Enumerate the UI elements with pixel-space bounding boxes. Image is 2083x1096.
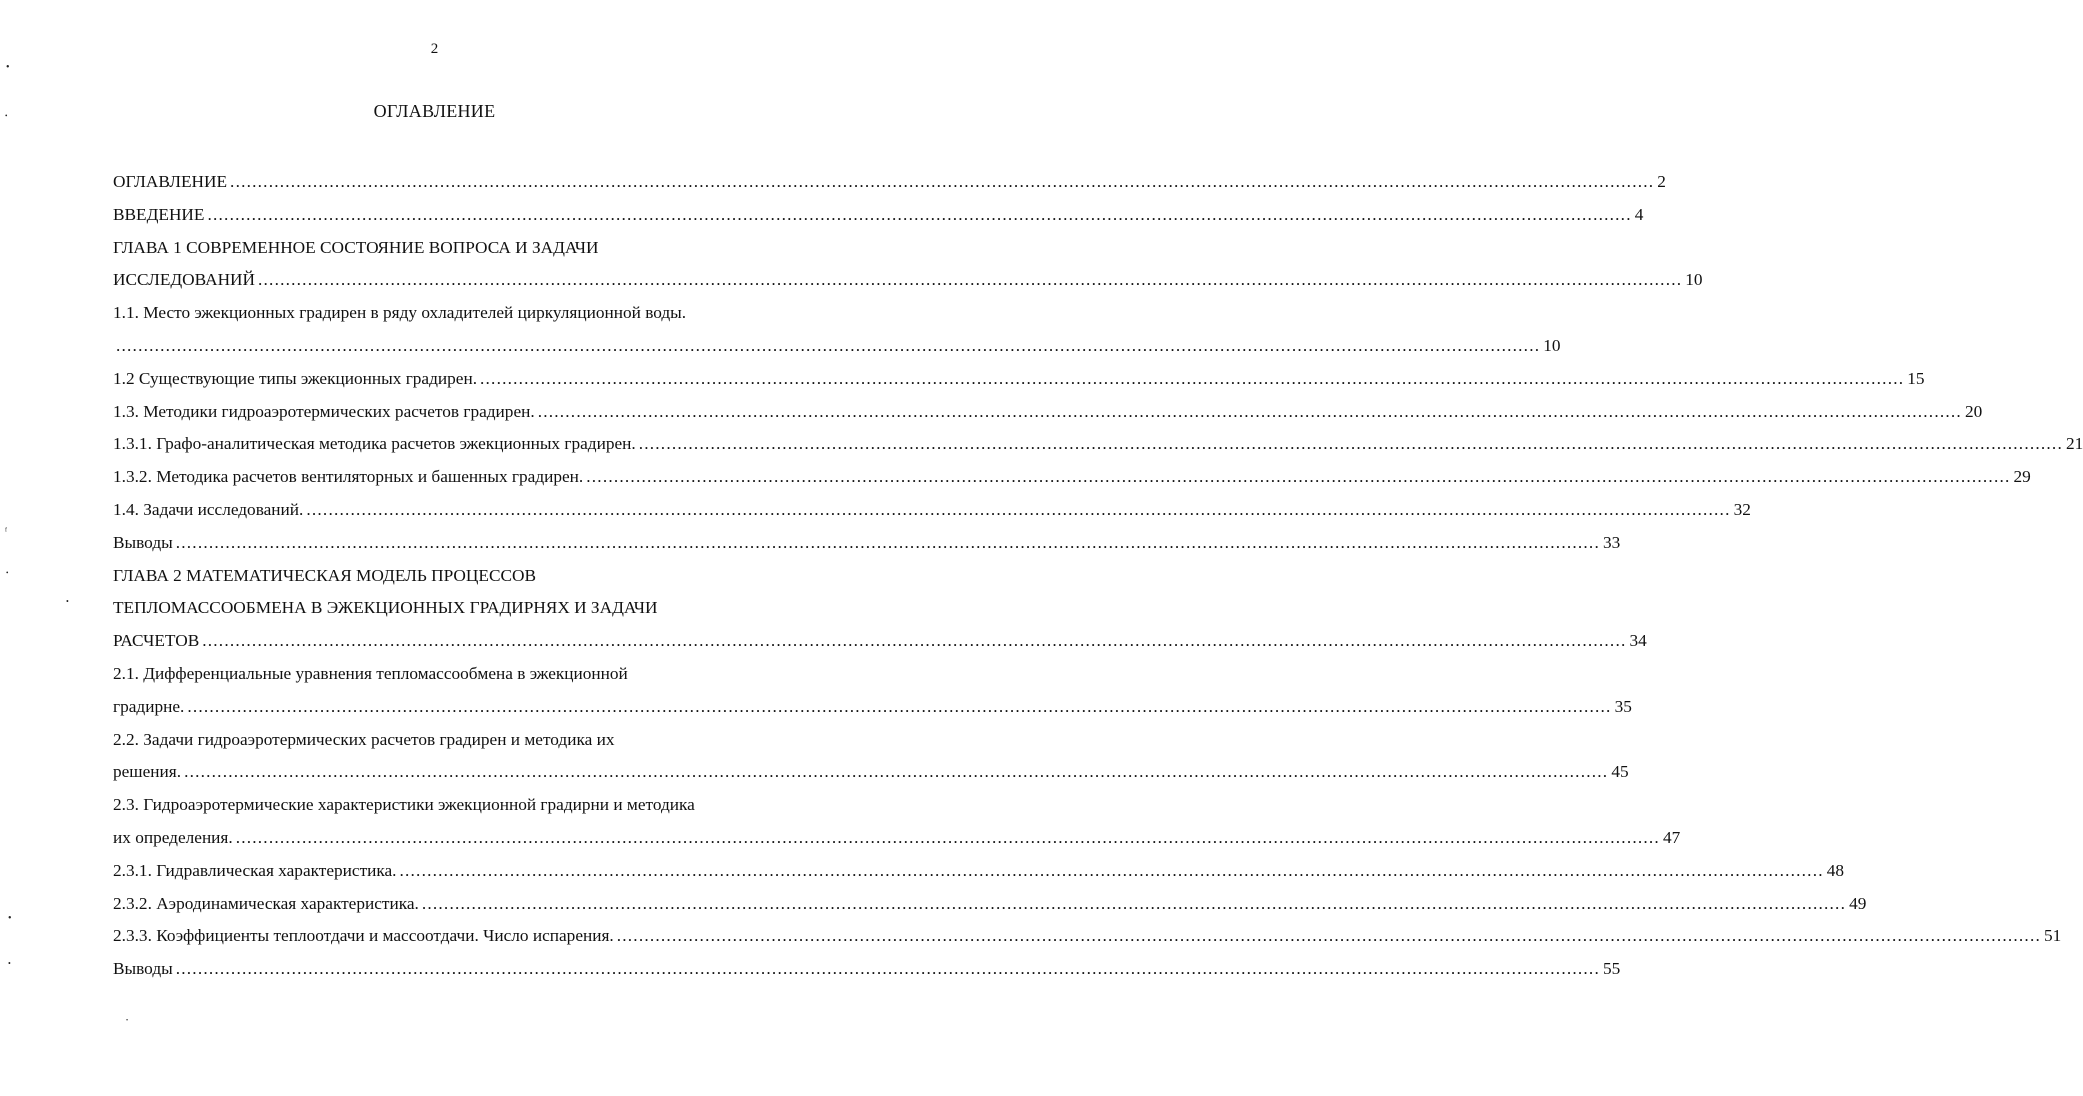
toc-entry-text: ГЛАВА 2 МАТЕМАТИЧЕСКАЯ МОДЕЛЬ ПРОЦЕССОВ [113,565,536,585]
dot-leader [202,625,1626,658]
toc-entry-text: 1.3.1. Графо-аналитическая методика расчетов эжекционных градирен. [113,434,636,454]
toc-entry-text: 2.2. Задачи гидроаэротермических расчетов градирен и методика их [113,729,615,749]
toc-entry [113,920,2062,953]
page-title: ОГЛАВЛЕНИЕ [373,101,496,121]
toc-entry-text: Выводы [113,959,173,979]
toc-entry-page: 48 [1826,860,1845,880]
dot-leader [207,199,1631,232]
toc-entry [113,625,1647,658]
toc-entry-text: 1.3. Методики гидроаэротермических расчетов градирен. [113,401,535,421]
toc-entry [113,953,1621,986]
dot-leader [187,691,1611,724]
toc-entry [113,461,2031,494]
scan-speck: • [5,112,8,120]
toc-entry [113,232,765,265]
toc-entry-text: градирне. [113,696,185,716]
toc-entry [113,297,765,330]
dot-leader [586,461,2010,494]
table-of-contents [113,166,2083,986]
toc-entry-text: ИССЛЕДОВАНИЙ [113,270,256,290]
toc-entry-page: 20 [1964,401,1983,421]
toc-entry-text: 1.3.2. Методика расчетов вентиляторных и башенных градирен. [113,467,584,487]
toc-entry [113,166,1666,199]
toc-entry-page: 29 [2013,467,2031,487]
toc-entry-text: 1.1. Место эжекционных градирен в ряду охладителей циркуляционной воды. [113,303,687,323]
toc-entry [113,494,1751,527]
toc-entry-text: 1.4. Задачи исследований. [113,499,304,519]
toc-entry [113,691,1632,724]
toc-entry [113,756,1629,789]
toc-entry [113,789,765,822]
toc-entry-page: 33 [1602,532,1621,552]
toc-entry-page: 55 [1602,959,1621,979]
toc-entry-page: 2 [1657,172,1666,191]
toc-entry-page: 10 [1685,270,1703,290]
toc-entry-page: 45 [1611,762,1629,782]
dot-leader [538,396,1962,429]
toc-entry [113,724,765,757]
scan-speck: ᶠ [5,526,8,537]
toc-entry-text: 2.3.2. Аэродинамическая характеристика. [113,893,419,913]
toc-entry-text: 2.3.1. Гидравлическая характеристика. [113,860,397,880]
toc-entry-page: 10 [1543,335,1561,355]
toc-entry [113,363,1925,396]
toc-entry [113,428,2083,461]
scan-speck: • [8,959,11,968]
toc-entry-text: ТЕПЛОМАССООБМЕНА В ЭЖЕКЦИОННЫХ ГРАДИРНЯХ И ЗАДАЧИ [113,598,658,618]
toc-entry [113,855,1845,888]
toc-entry-text: 2.1. Дифференциальные уравнения тепломассообмена в эжекционной [113,663,628,683]
dot-leader [422,888,1846,921]
toc-entry [113,264,1703,297]
dot-leader [400,855,1824,888]
toc-entry-text: решения. [113,762,182,782]
toc-entry-page: 49 [1849,893,1867,913]
toc-entry-text: 1.2 Существующие типы эжекционных градирен. [113,368,478,388]
toc-entry-text: их определения. [113,827,233,847]
toc-entry-text: ОГЛАВЛЕНИЕ [113,172,228,191]
toc-entry-text: 2.3. Гидроаэротермические характеристики эжекционной градирни и методика [113,795,695,815]
scan-speck: • [126,1018,129,1024]
toc-entry-page: 32 [1733,499,1751,519]
toc-entry [113,199,1644,232]
page-number: 2 [430,41,439,57]
dot-leader [617,920,2041,953]
dot-leader [230,166,1654,199]
scan-speck: • [8,913,12,924]
toc-entry [113,527,1621,560]
scan-speck: • [6,569,9,577]
toc-entry-text: РАСЧЕТОВ [113,631,200,651]
toc-entry [113,592,765,625]
toc-entry-page: 15 [1907,368,1925,388]
toc-entry-page: 51 [2044,926,2062,946]
toc-entry-page: 4 [1634,204,1644,224]
dot-leader [184,756,1608,789]
toc-entry-text: ГЛАВА 1 СОВРЕМЕННОЕ СОСТОЯНИЕ ВОПРОСА И ЗАДАЧИ [113,237,599,257]
dot-leader [639,428,2063,461]
dot-leader [176,953,1600,986]
scan-speck: • [66,597,69,606]
dot-leader [480,363,1904,396]
dot-leader [176,527,1600,560]
toc-entry [113,658,765,691]
toc-entry-text: ВВЕДЕНИЕ [113,204,205,224]
dot-leader [236,822,1660,855]
toc-entry-text: Выводы [113,532,173,552]
toc-entry [113,822,1681,855]
toc-entry-page: 34 [1629,631,1647,651]
dot-leader [116,330,1540,363]
toc-entry [113,888,1867,921]
dot-leader [258,264,1682,297]
toc-entry-page: 47 [1662,827,1681,847]
toc-entry [113,396,1983,429]
toc-entry-text: 2.3.3. Коэффициенты теплоотдачи и массоотдачи. Число испарения. [113,926,614,946]
toc-entry [113,330,1561,363]
scan-speck: • [6,62,10,73]
toc-entry-page: 21 [2065,434,2083,454]
toc-entry [113,560,765,593]
dot-leader [306,494,1730,527]
toc-entry-page: 35 [1614,696,1632,716]
